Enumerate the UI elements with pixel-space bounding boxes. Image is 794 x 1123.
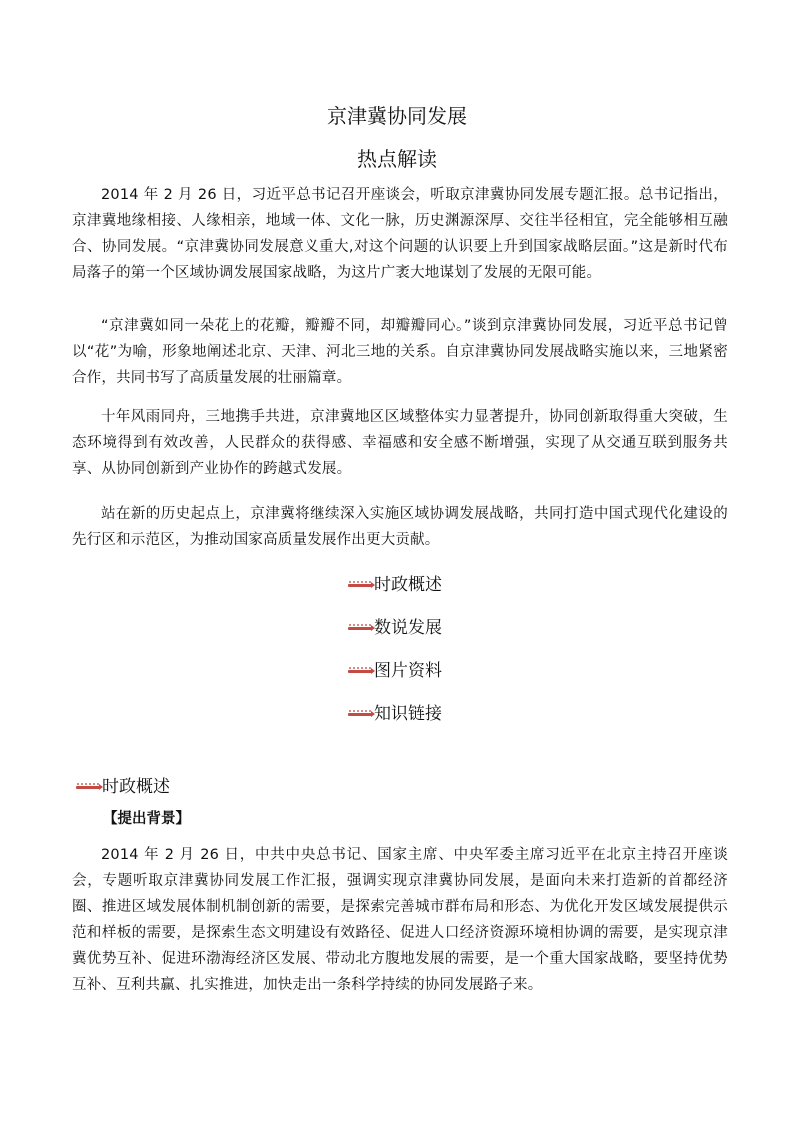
toc-link-data[interactable]	[348, 611, 442, 639]
intro-paragraph-3: 十年风雨同舟，三地携手共进，京津冀地区区域整体实力显著提升，协同创新取得重大突破，生态环境得到有效改善，人民群众的获得感、幸福感和安全感不断增强，实现了从交通互联到服务共享、从协同创新到产业协作的跨越式发展。	[72, 409, 728, 477]
intro-paragraph-4: 站在新的历史起点上，京津冀将继续深入实施区域协调发展战略，共同打造中国式现代化建设的先行区和示范区，为推动国家高质量发展作出更大贡献。	[72, 506, 728, 548]
intro-paragraph-2: “京津冀如同一朵花上的花瓣，瓣瓣不同，却瓣瓣同心。”谈到京津冀协同发展，习近平总书记曾以“花”为喻，形象地阐述北京、天津、河北三地的关系。自京津冀协同发展战略实施以来，三地紧密合作，共同书写了高质量发展的壮丽篇章。	[72, 318, 728, 386]
toc-link-pictures[interactable]	[348, 654, 442, 682]
bookmark-ribbon-icon	[76, 782, 100, 792]
bookmark-ribbon-icon	[348, 580, 372, 590]
document-title: 京津冀协同发展	[327, 104, 467, 128]
toc-link-label: 知识链接	[374, 703, 442, 724]
background-paragraph: 2014 年 2 月 26 日，中共中央总书记、国家主席、中央军委主席习近平在北京主持召开座谈会，专题听取京津冀协同发展工作汇报，强调实现京津冀协同发展，是面向未来打造新的首都经济圈、推进区域发展体制机制创新的需要，是探索完善城市群布局和形态、为优化开发区域发展提供示范和样板的需要，是探索生态文明建设有效路径、促进人口经济资源环境相协调的需要，是实现京津冀优势互补、促进环渤海经济区发展、带动北方腹地发展的需要，是一个重大国家战略，要坚持优势互补、互利共赢、扎实推进，加快走出一条科学持续的协同发展路子来。	[72, 847, 728, 993]
bookmark-ribbon-icon	[348, 623, 372, 633]
bookmark-ribbon-icon	[348, 709, 372, 719]
document-subtitle: 热点解读	[357, 147, 437, 171]
toc-link-label: 时政概述	[374, 574, 442, 595]
background-label: 【提出背景】	[103, 811, 190, 827]
section-heading-overview	[76, 770, 170, 798]
bookmark-ribbon-icon	[348, 666, 372, 676]
toc-link-label: 图片资料	[374, 660, 442, 681]
toc-link-overview[interactable]	[348, 568, 442, 596]
toc-link-label: 数说发展	[374, 617, 442, 638]
intro-paragraph-1: 2014 年 2 月 26 日，习近平总书记召开座谈会，听取京津冀协同发展专题汇报。总书记指出，京津冀地缘相接、人缘相亲，地域一体、文化一脉，历史渊源深厚、交往半径相宜，完全能够相互融合、协同发展。“京津冀协同发展意义重大,对这个问题的认识要上升到国家战略层面。”这是新时代布局落子的第一个区域协调发展国家战略，为这片广袤大地谋划了发展的无限可能。	[72, 187, 728, 281]
toc-link-knowledge[interactable]	[348, 697, 442, 725]
section-heading-label: 时政概述	[102, 776, 170, 797]
